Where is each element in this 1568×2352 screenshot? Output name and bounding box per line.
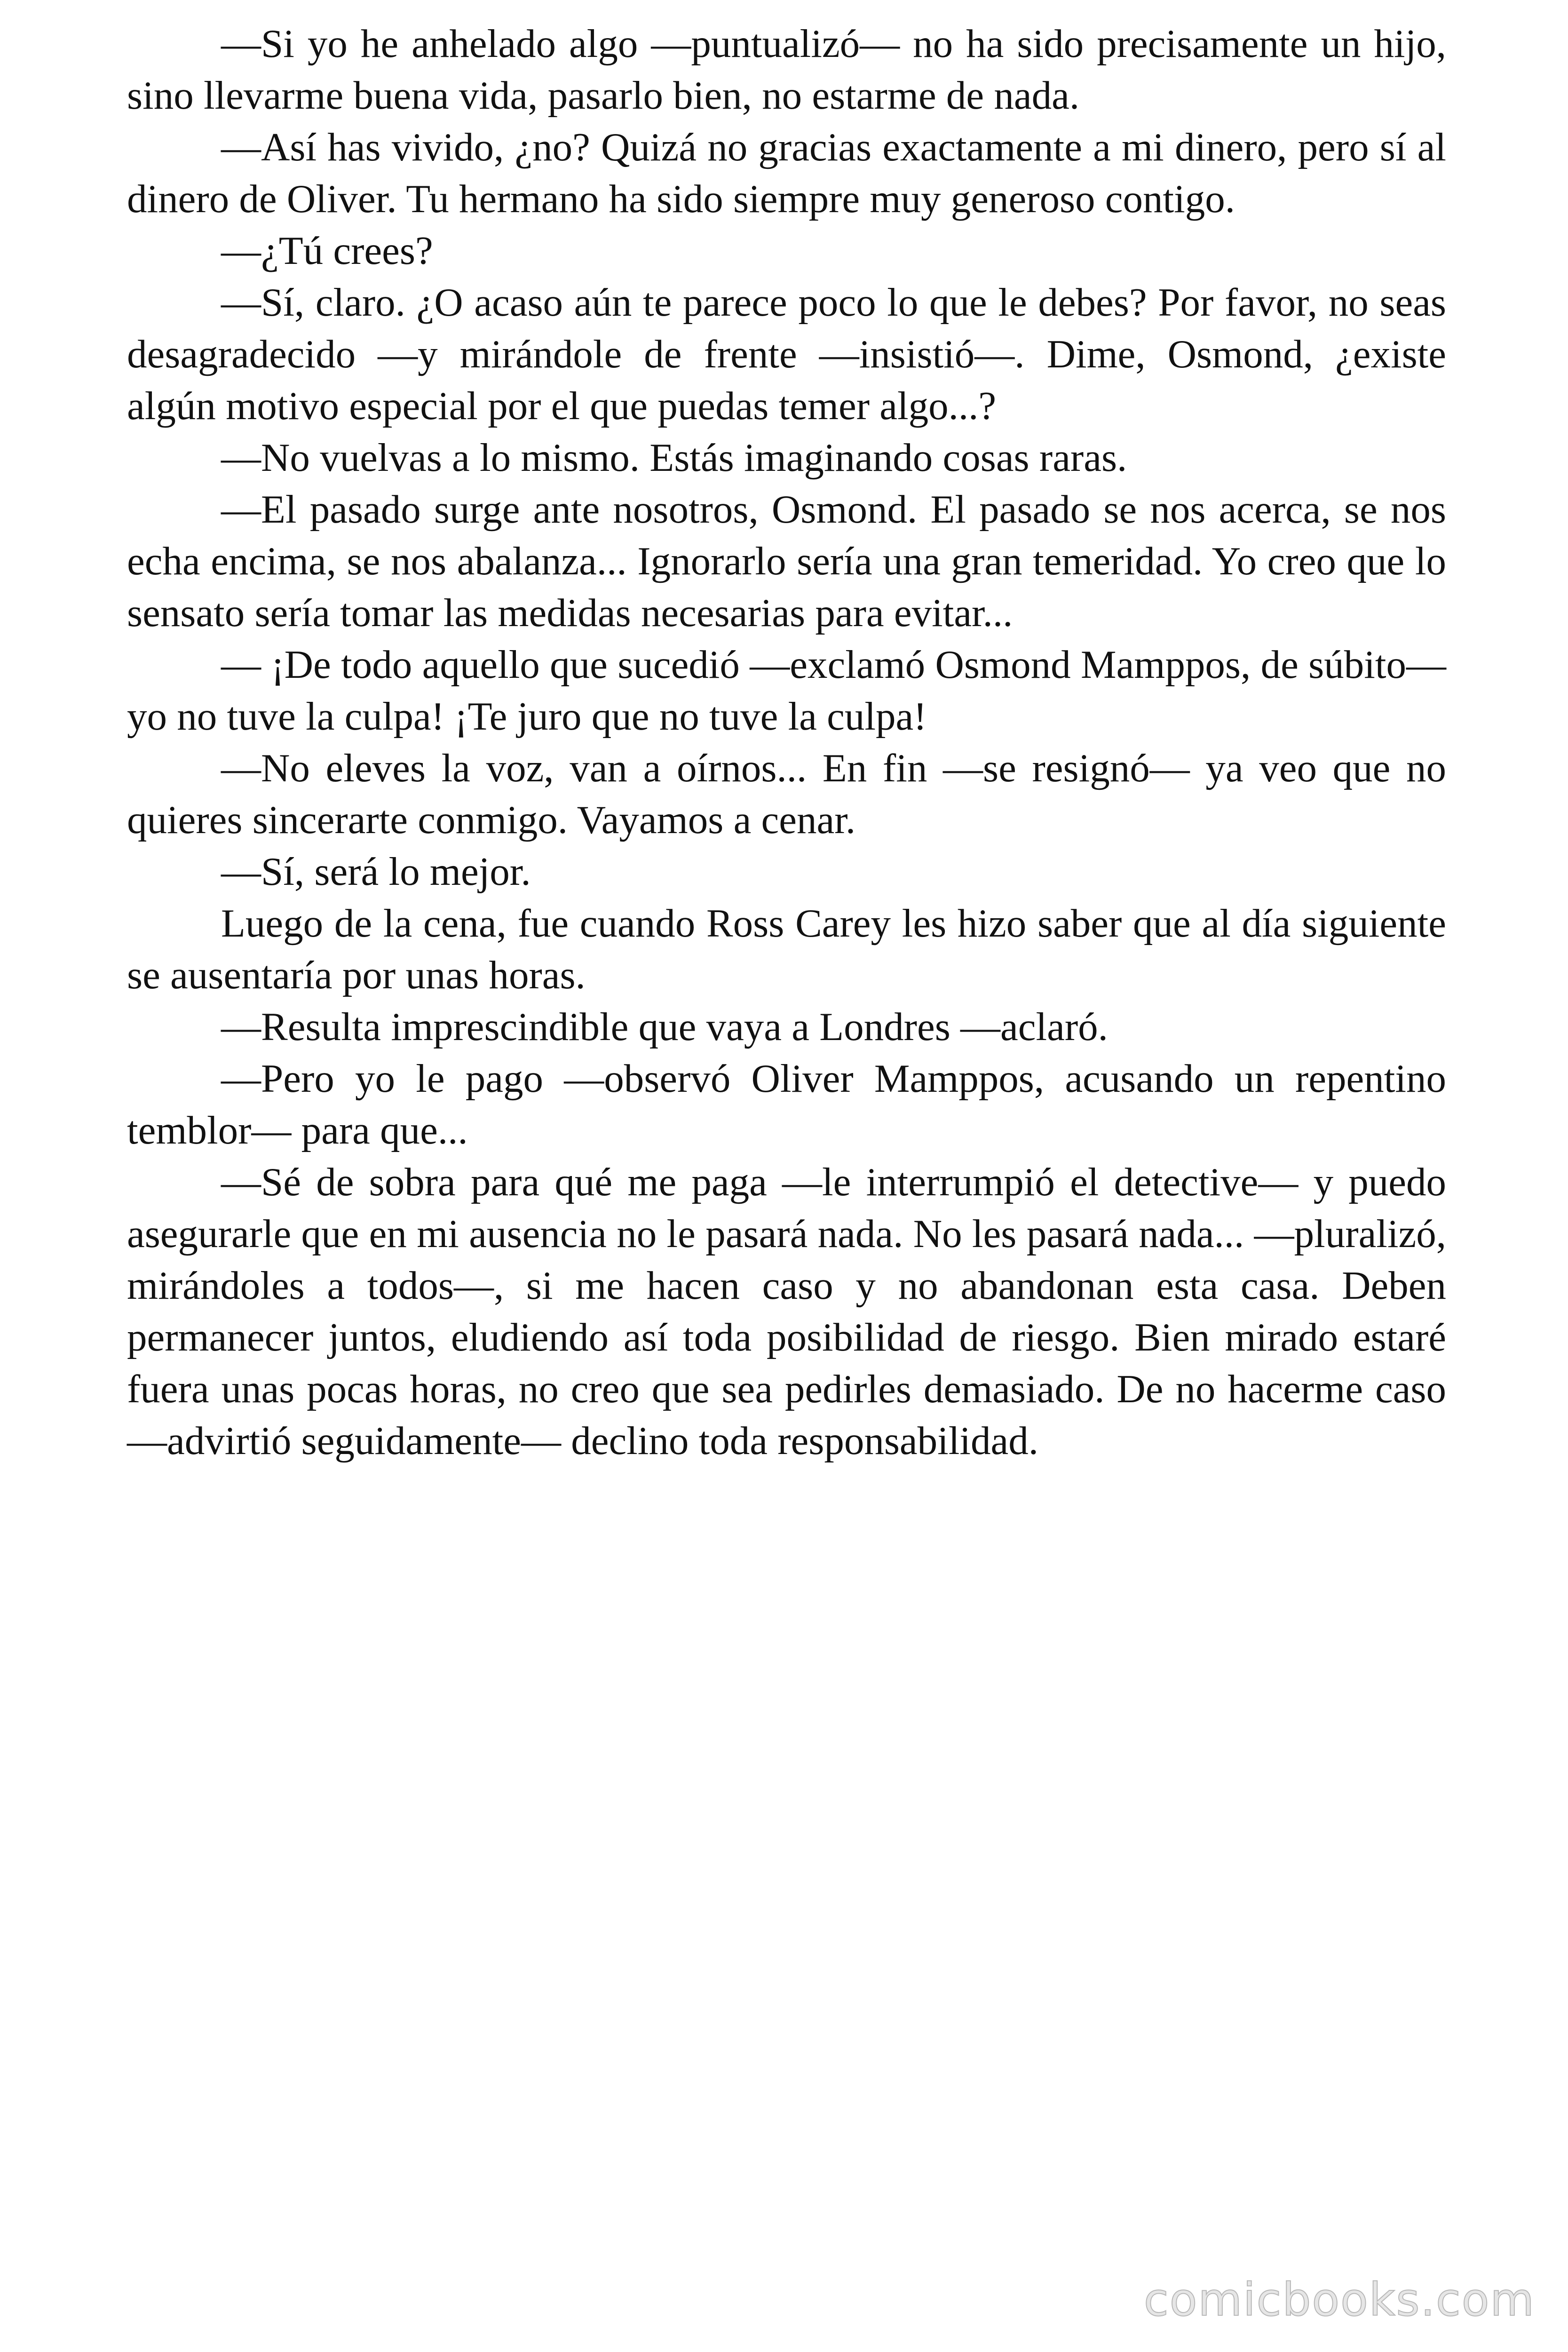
paragraph-6: —El pasado surge ante nosotros, Osmond. El pasado se nos acerca, se nos echa encima, se nos abalanza... Ignorarlo sería una gran temeridad. Yo creo que lo sensato sería tomar las medidas necesarias para evitar... xyxy=(127,487,1446,635)
paragraph-10: Luego de la cena, fue cuando Ross Carey les hizo saber que al día siguiente se ausentaría por unas horas. xyxy=(127,901,1446,997)
paragraph-8: —No eleves la voz, van a oírnos... En fin —se resignó— ya veo que no quieres sincerarte conmigo. Vayamos a cenar. xyxy=(127,746,1446,842)
paragraph-3: —¿Tú crees? xyxy=(221,229,433,273)
paragraph-11: —Resulta imprescindible que vaya a Londres —aclaró. xyxy=(221,1005,1108,1049)
paragraph-4: —Sí, claro. ¿O acaso aún te parece poco lo que le debes? Por favor, no seas desagradecido —y mirándole de frente —insistió—. Dime, Osmond, ¿existe algún motivo especial por el que puedas temer algo...? xyxy=(127,280,1446,428)
paragraph-7: — ¡De todo aquello que sucedió —exclamó Osmond Mamppos, de súbito— yo no tuve la culpa! ¡Te juro que no tuve la culpa! xyxy=(127,643,1446,739)
watermark: comicbooks.com xyxy=(1143,2273,1535,2326)
paragraph-13: —Sé de sobra para qué me paga —le interrumpió el detective— y puedo asegurarle que en mi ausencia no le pasará nada. No les pasará nada... —pluralizó, mirándoles a todos—, si me hacen caso y no abandonan esta casa. Deben permanecer juntos, eludiendo así toda posibilidad de riesgo. Bien mirado estaré fuera unas pocas horas, no creo que sea pedirles demasiado. De no hacerme caso —advirtió seguidamente— declino toda responsabilidad. xyxy=(127,1160,1446,1463)
paragraph-5: —No vuelvas a lo mismo. Estás imaginando cosas raras. xyxy=(221,436,1127,480)
paragraph-2: —Así has vivido, ¿no? Quizá no gracias exactamente a mi dinero, pero sí al dinero de Oliver. Tu hermano ha sido siempre muy generoso contigo. xyxy=(127,125,1446,221)
paragraph-9: —Sí, será lo mejor. xyxy=(221,850,531,894)
body-text xyxy=(127,18,1446,1467)
paragraph-12: —Pero yo le pago —observó Oliver Mamppos, acusando un repentino temblor— para que... xyxy=(127,1057,1446,1152)
paragraph-1: —Si yo he anhelado algo —puntualizó— no ha sido precisamente un hijo, sino llevarme buena vida, pasarlo bien, no estarme de nada. xyxy=(127,22,1446,118)
